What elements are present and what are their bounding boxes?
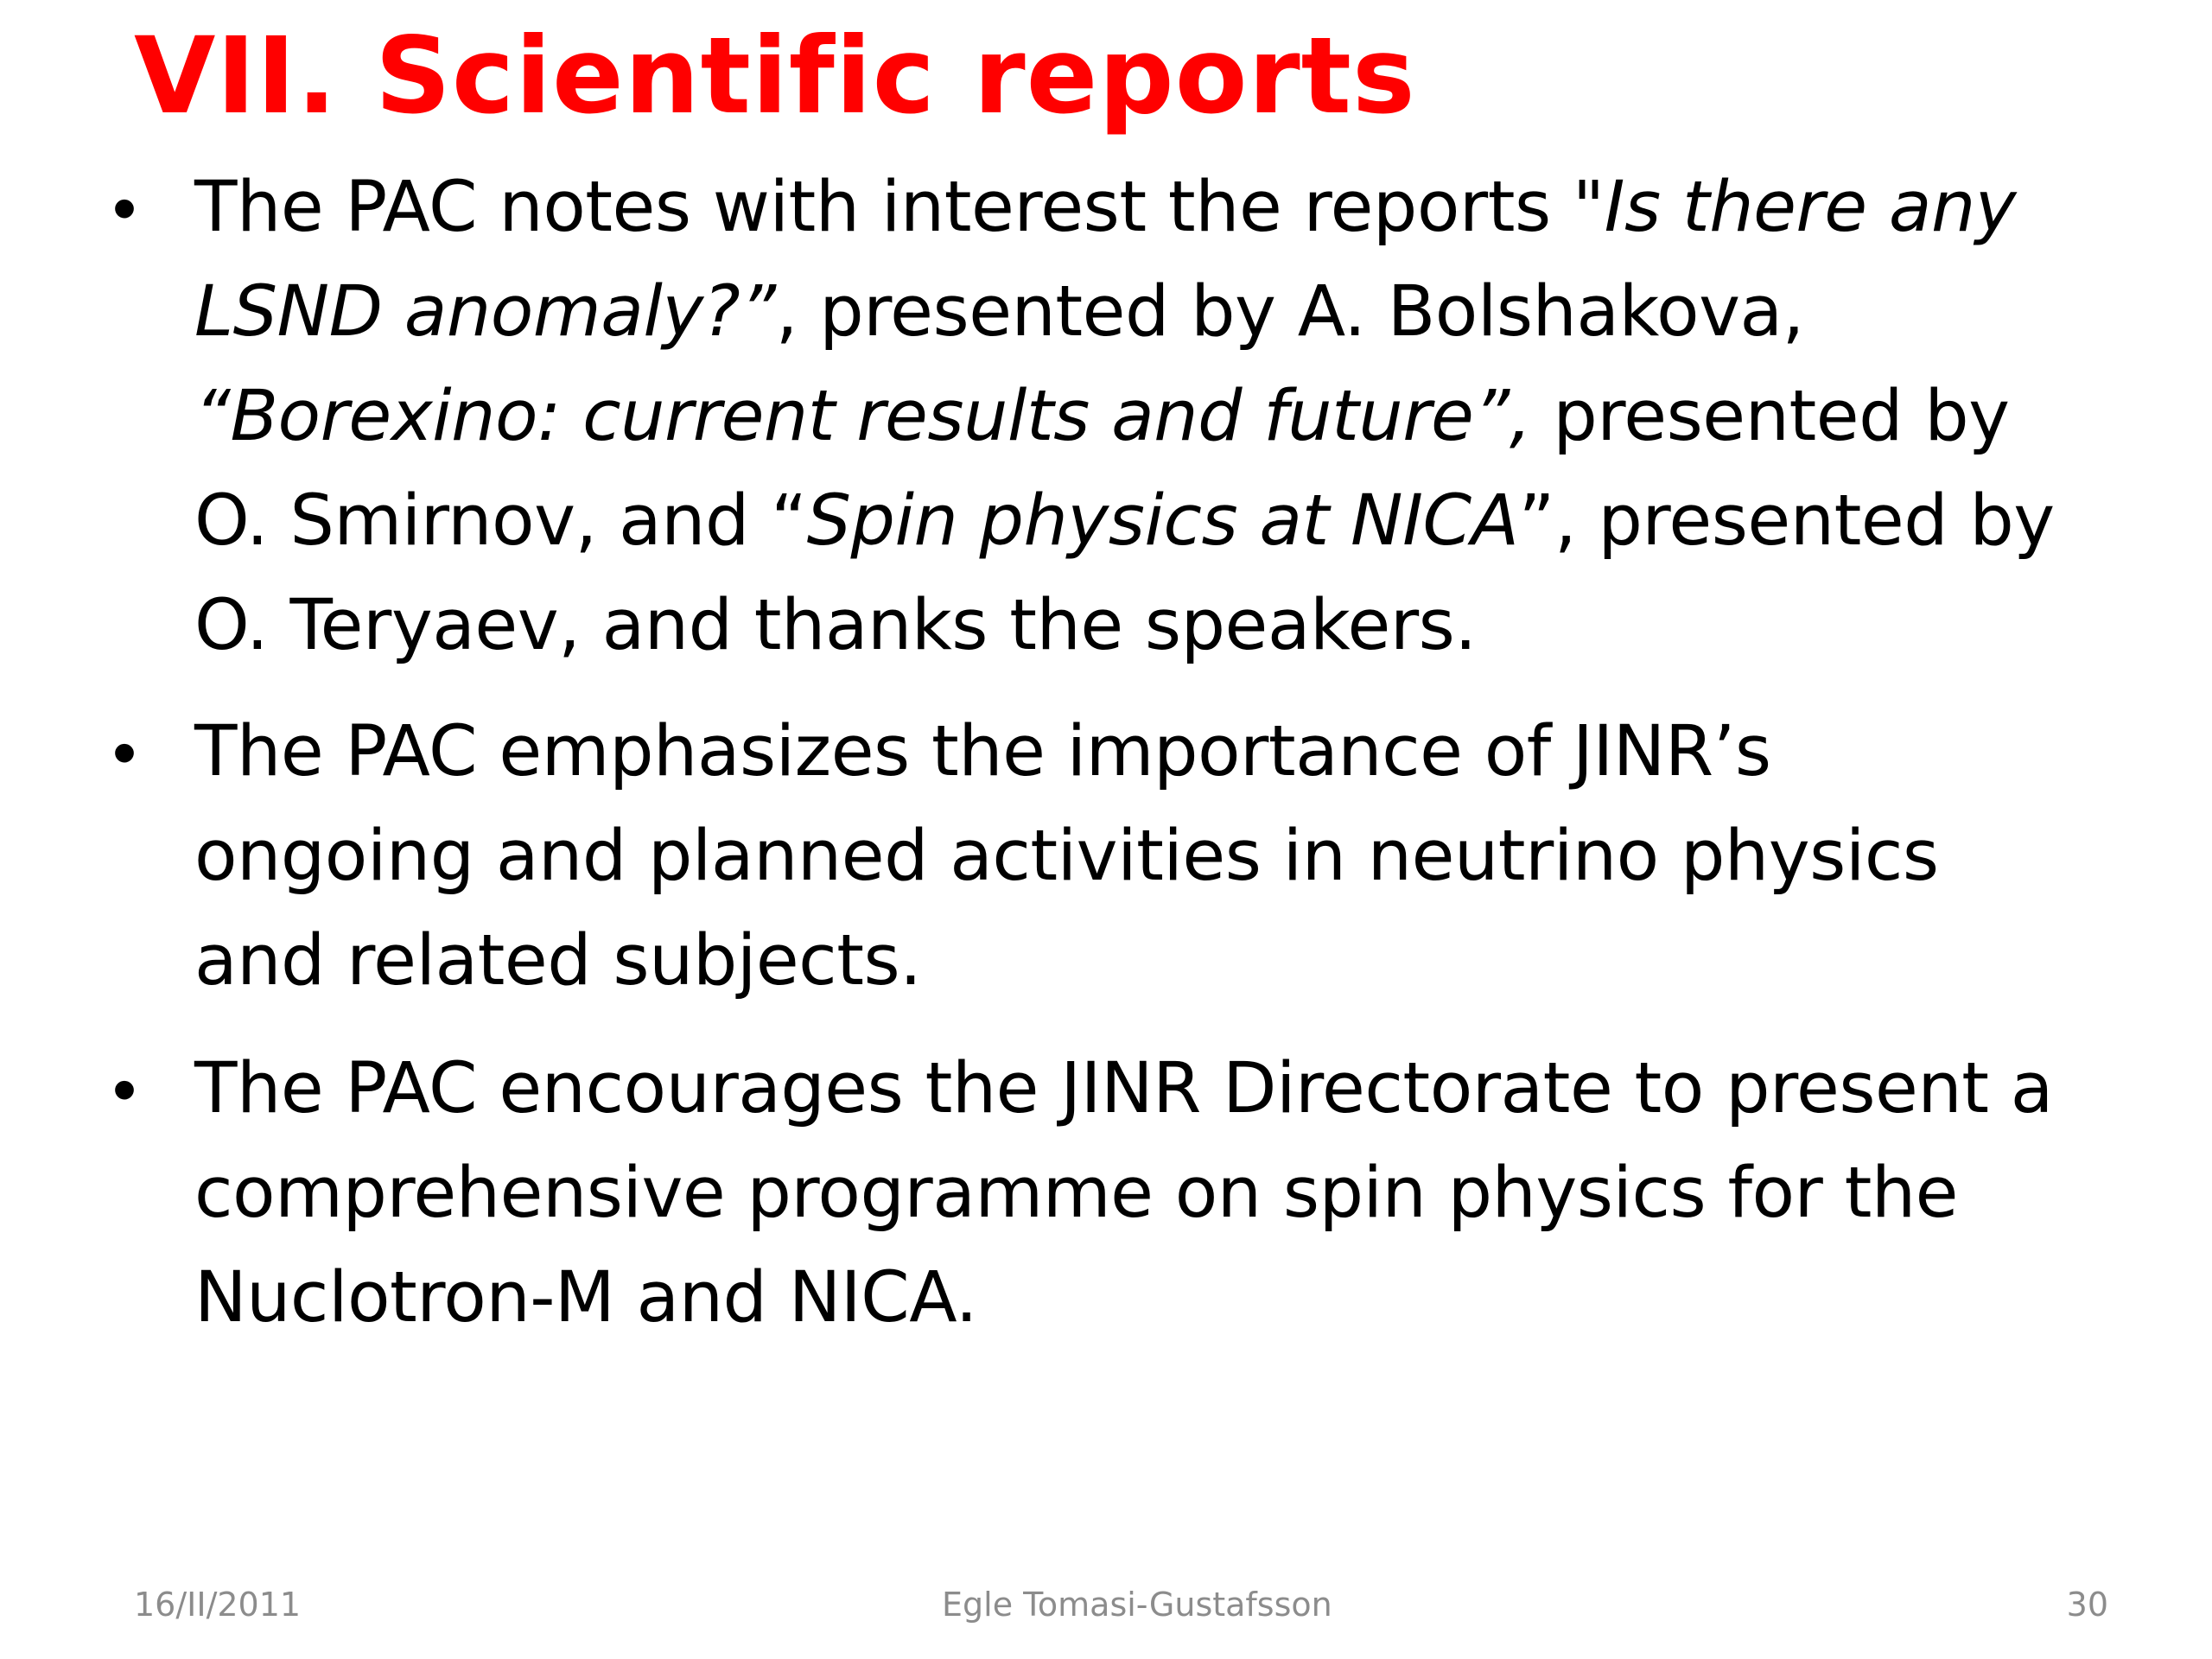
text-run: presented by bbox=[1531, 376, 2010, 457]
text-line bbox=[194, 365, 2130, 469]
report-title-italic: "Is there any bbox=[1572, 167, 2017, 248]
footer-date: 16/II/2011 bbox=[134, 1586, 302, 1624]
slide-title: VII. Scientific reports bbox=[134, 15, 1416, 137]
footer-page-number: 30 bbox=[2066, 1586, 2108, 1624]
text-line bbox=[194, 156, 2130, 260]
text-run: ”, presented by bbox=[1518, 480, 2055, 562]
text-run: O. Teryaev, and thanks the speakers. bbox=[194, 585, 1477, 666]
text-line: comprehensive programme on spin physics for the bbox=[194, 1153, 1959, 1234]
text-line: The PAC encourages the JINR Directorate to present a bbox=[194, 1048, 2053, 1129]
text-line bbox=[194, 260, 2130, 365]
text-line: The PAC emphasizes the importance of JINR’s bbox=[194, 711, 1771, 792]
bullet-text bbox=[194, 156, 2130, 678]
text-line bbox=[194, 574, 2130, 678]
text-run: O. Smirnov, and “ bbox=[194, 480, 807, 562]
text-line: and related subjects. bbox=[194, 920, 922, 1001]
text-line: ongoing and planned activities in neutrino physics bbox=[194, 816, 1939, 897]
text-run: The PAC notes with interest the reports bbox=[194, 167, 1573, 248]
report-title-italic: LSND anomaly?” bbox=[194, 271, 776, 353]
bullet-icon: • bbox=[112, 169, 137, 246]
text-line bbox=[194, 469, 2130, 574]
report-title-italic: “Borexino: current results and future”, bbox=[194, 376, 1532, 457]
report-title-italic: Spin physics at NICA bbox=[806, 480, 1519, 562]
footer-author: Egle Tomasi-Gustafsson bbox=[942, 1586, 1332, 1624]
bullet-text bbox=[194, 700, 2130, 1014]
bullet-text bbox=[194, 1037, 2130, 1351]
text-run: , presented by A. Bolshakova, bbox=[775, 271, 1804, 353]
bullet-icon: • bbox=[112, 714, 137, 791]
bullet-icon: • bbox=[112, 1051, 137, 1128]
text-line: Nuclotron-M and NICA. bbox=[194, 1257, 977, 1338]
